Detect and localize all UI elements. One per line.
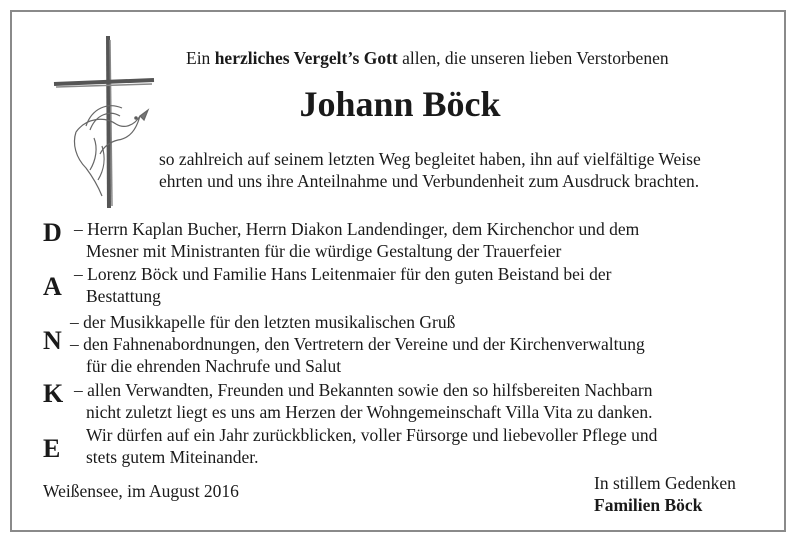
place-date: Weißensee, im August 2016 (43, 481, 239, 501)
intro-bold: herzliches Vergelt’s Gott (214, 48, 398, 68)
acrostic-letter: A (43, 272, 62, 301)
thanks-line: Mesner mit Ministranten für die würdige Gestaltung der Trauerfeier (86, 241, 562, 261)
thanks-line: – allen Verwandten, Freunden und Bekannten sowie den so hilfsbereiten Nachbarn (74, 380, 653, 400)
deceased-name: Johann Böck (299, 84, 501, 124)
thanks-line: Wir dürfen auf ein Jahr zurückblicken, voller Fürsorge und liebevoller Pflege und (86, 425, 658, 445)
intro-text-line: so zahlreich auf seinem letzten Weg begleitet haben, ihn auf vielfältige Weise (159, 149, 701, 169)
thanks-line: für die ehrenden Nachrufe und Salut (86, 356, 342, 376)
thanks-line: – Herrn Kaplan Bucher, Herrn Diakon Landendinger, dem Kirchenchor und dem (74, 219, 640, 239)
thanks-line: – den Fahnenabordnungen, den Vertretern der Vereine und der Kirchenverwaltung (70, 334, 645, 354)
intro-line (186, 47, 669, 69)
thanks-line: stets gutem Miteinander. (86, 447, 259, 467)
thanks-line: – Lorenz Böck und Familie Hans Leitenmaier für den guten Beistand bei der (74, 264, 612, 284)
thanks-line: – der Musikkapelle für den letzten musikalischen Gruß (70, 312, 456, 332)
intro-prefix: Ein (186, 48, 215, 68)
acrostic-letter: N (43, 326, 62, 355)
acrostic-letter: E (43, 434, 61, 463)
acrostic-letter: D (43, 218, 62, 247)
acrostic-letter: K (43, 379, 64, 408)
intro-text-line: ehrten und uns ihre Anteilnahme und Verbundenheit zum Ausdruck brachten. (159, 171, 700, 191)
thanks-line: nicht zuletzt liegt es uns am Herzen der Wohngemeinschaft Villa Vita zu danken. (86, 402, 653, 422)
closing-text: In stillem Gedenken (594, 473, 736, 493)
obituary-card (10, 10, 786, 532)
intro-suffix: allen, die unseren lieben Verstorbenen (397, 48, 669, 68)
signature: Familien Böck (594, 495, 703, 515)
thanks-line: Bestattung (86, 286, 161, 306)
